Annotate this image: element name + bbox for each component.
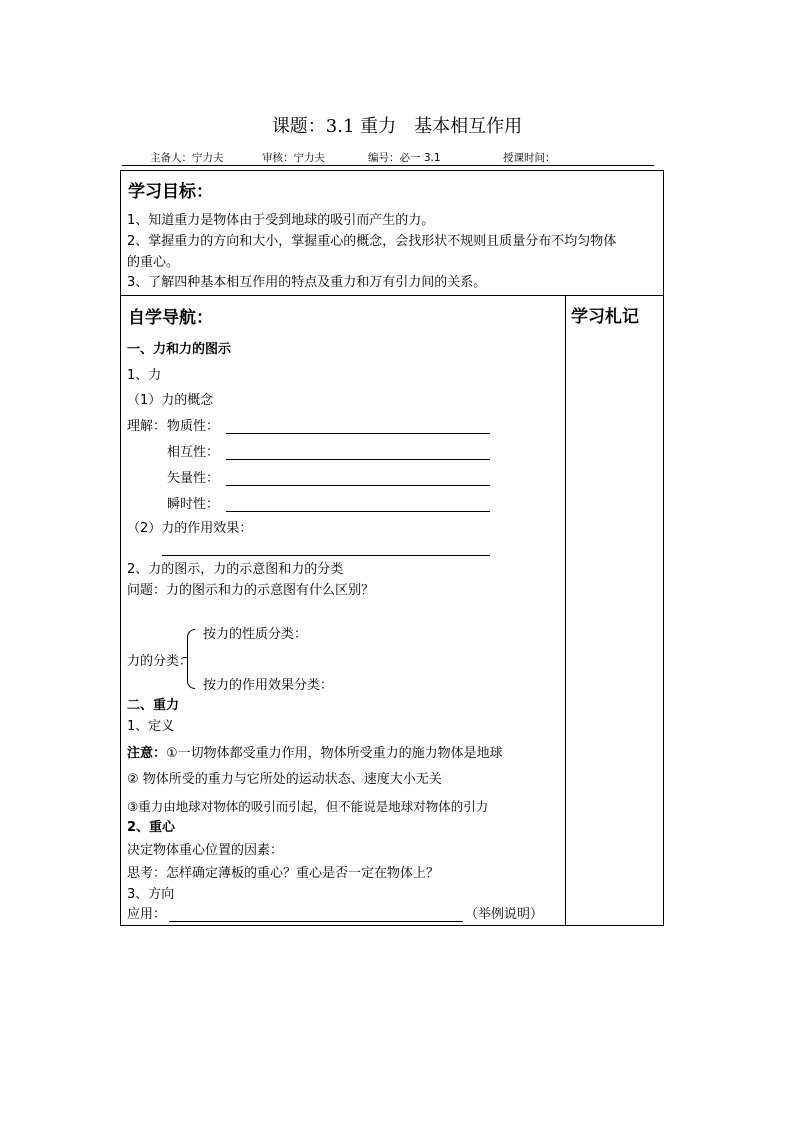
classify-label: 力的分类： xyxy=(127,654,193,669)
blank-line xyxy=(226,511,490,512)
apply-label: 应用： xyxy=(127,907,167,922)
blank-line xyxy=(162,555,490,556)
preparer-text: 主备人：宁力夫 xyxy=(150,152,224,164)
time-text: 授课时间： xyxy=(503,152,556,164)
note-2: ② 物体所受的重力与它所处的运动状态、速度大小无关 xyxy=(127,772,442,787)
section-title: 一、力和力的图示 xyxy=(127,342,232,357)
property-label: 瞬时性： xyxy=(167,497,220,512)
understand-label: 理解： xyxy=(127,419,167,434)
blank-line xyxy=(226,433,490,434)
blank-line xyxy=(226,459,490,460)
blank-line xyxy=(169,921,463,922)
note-1: ①一切物体都受重力作用，物体所受重力的施力物体是地球 xyxy=(166,746,503,761)
brace-shape xyxy=(187,629,195,689)
classify-option: 按力的性质分类： xyxy=(203,627,308,642)
objective-item: 3、了解四种基本相互作用的特点及重力和万有引力间的关系。 xyxy=(127,275,487,290)
note-3: ③重力由地球对物体的吸引而引起，但不能说是地球对物体的引力 xyxy=(127,799,489,814)
number-text: 编号：必一 3.1 xyxy=(368,152,441,164)
property-label: 矢量性： xyxy=(167,471,220,486)
subsection-title: 1、定义 xyxy=(127,719,175,734)
section-title: 二、重力 xyxy=(127,698,180,713)
property-label: 相互性： xyxy=(167,445,220,460)
notes-heading: 学习札记 xyxy=(571,307,639,327)
subsection-title: 2、重心 xyxy=(127,820,176,835)
objective-item: 1、知道重力是物体由于受到地球的吸引而产生的力。 xyxy=(127,213,435,228)
brace-tip xyxy=(183,657,188,658)
example-text: （举例说明） xyxy=(465,907,544,922)
guide-heading: 自学导航： xyxy=(128,308,213,328)
item-text: （1）力的概念 xyxy=(127,393,214,408)
notes-box xyxy=(565,295,664,926)
objectives-heading: 学习目标： xyxy=(128,182,213,202)
subsection-title: 2、力的图示，力的示意图和力的分类 xyxy=(127,562,344,577)
note-label: 注意： xyxy=(127,746,167,761)
blank-line xyxy=(226,485,490,486)
item-text: （2）力的作用效果： xyxy=(127,521,253,536)
think-text: 思考：怎样确定薄板的重心？重心是否一定在物体上？ xyxy=(127,866,440,881)
reviewer-text: 审核：宁力夫 xyxy=(262,152,325,164)
subsection-title: 1、力 xyxy=(127,368,162,383)
subsection-title: 3、方向 xyxy=(127,887,175,902)
classify-option: 按力的作用效果分类： xyxy=(203,678,334,693)
objective-item: 的重心。 xyxy=(127,255,180,270)
question-text: 问题：力的图示和力的示意图有什么区别？ xyxy=(127,583,375,598)
property-label: 物质性： xyxy=(167,419,220,434)
page-title: 课题：3.1 重力 基本相互作用 xyxy=(271,116,523,137)
note-text xyxy=(127,745,503,763)
objective-item: 2、掌握重力的方向和大小，掌握重心的概念，会找形状不规则且质量分布不均匀物体 xyxy=(127,234,617,249)
item-text: 决定物体重心位置的因素： xyxy=(127,843,284,858)
header-info-row xyxy=(122,151,654,166)
guide-box xyxy=(120,295,566,926)
